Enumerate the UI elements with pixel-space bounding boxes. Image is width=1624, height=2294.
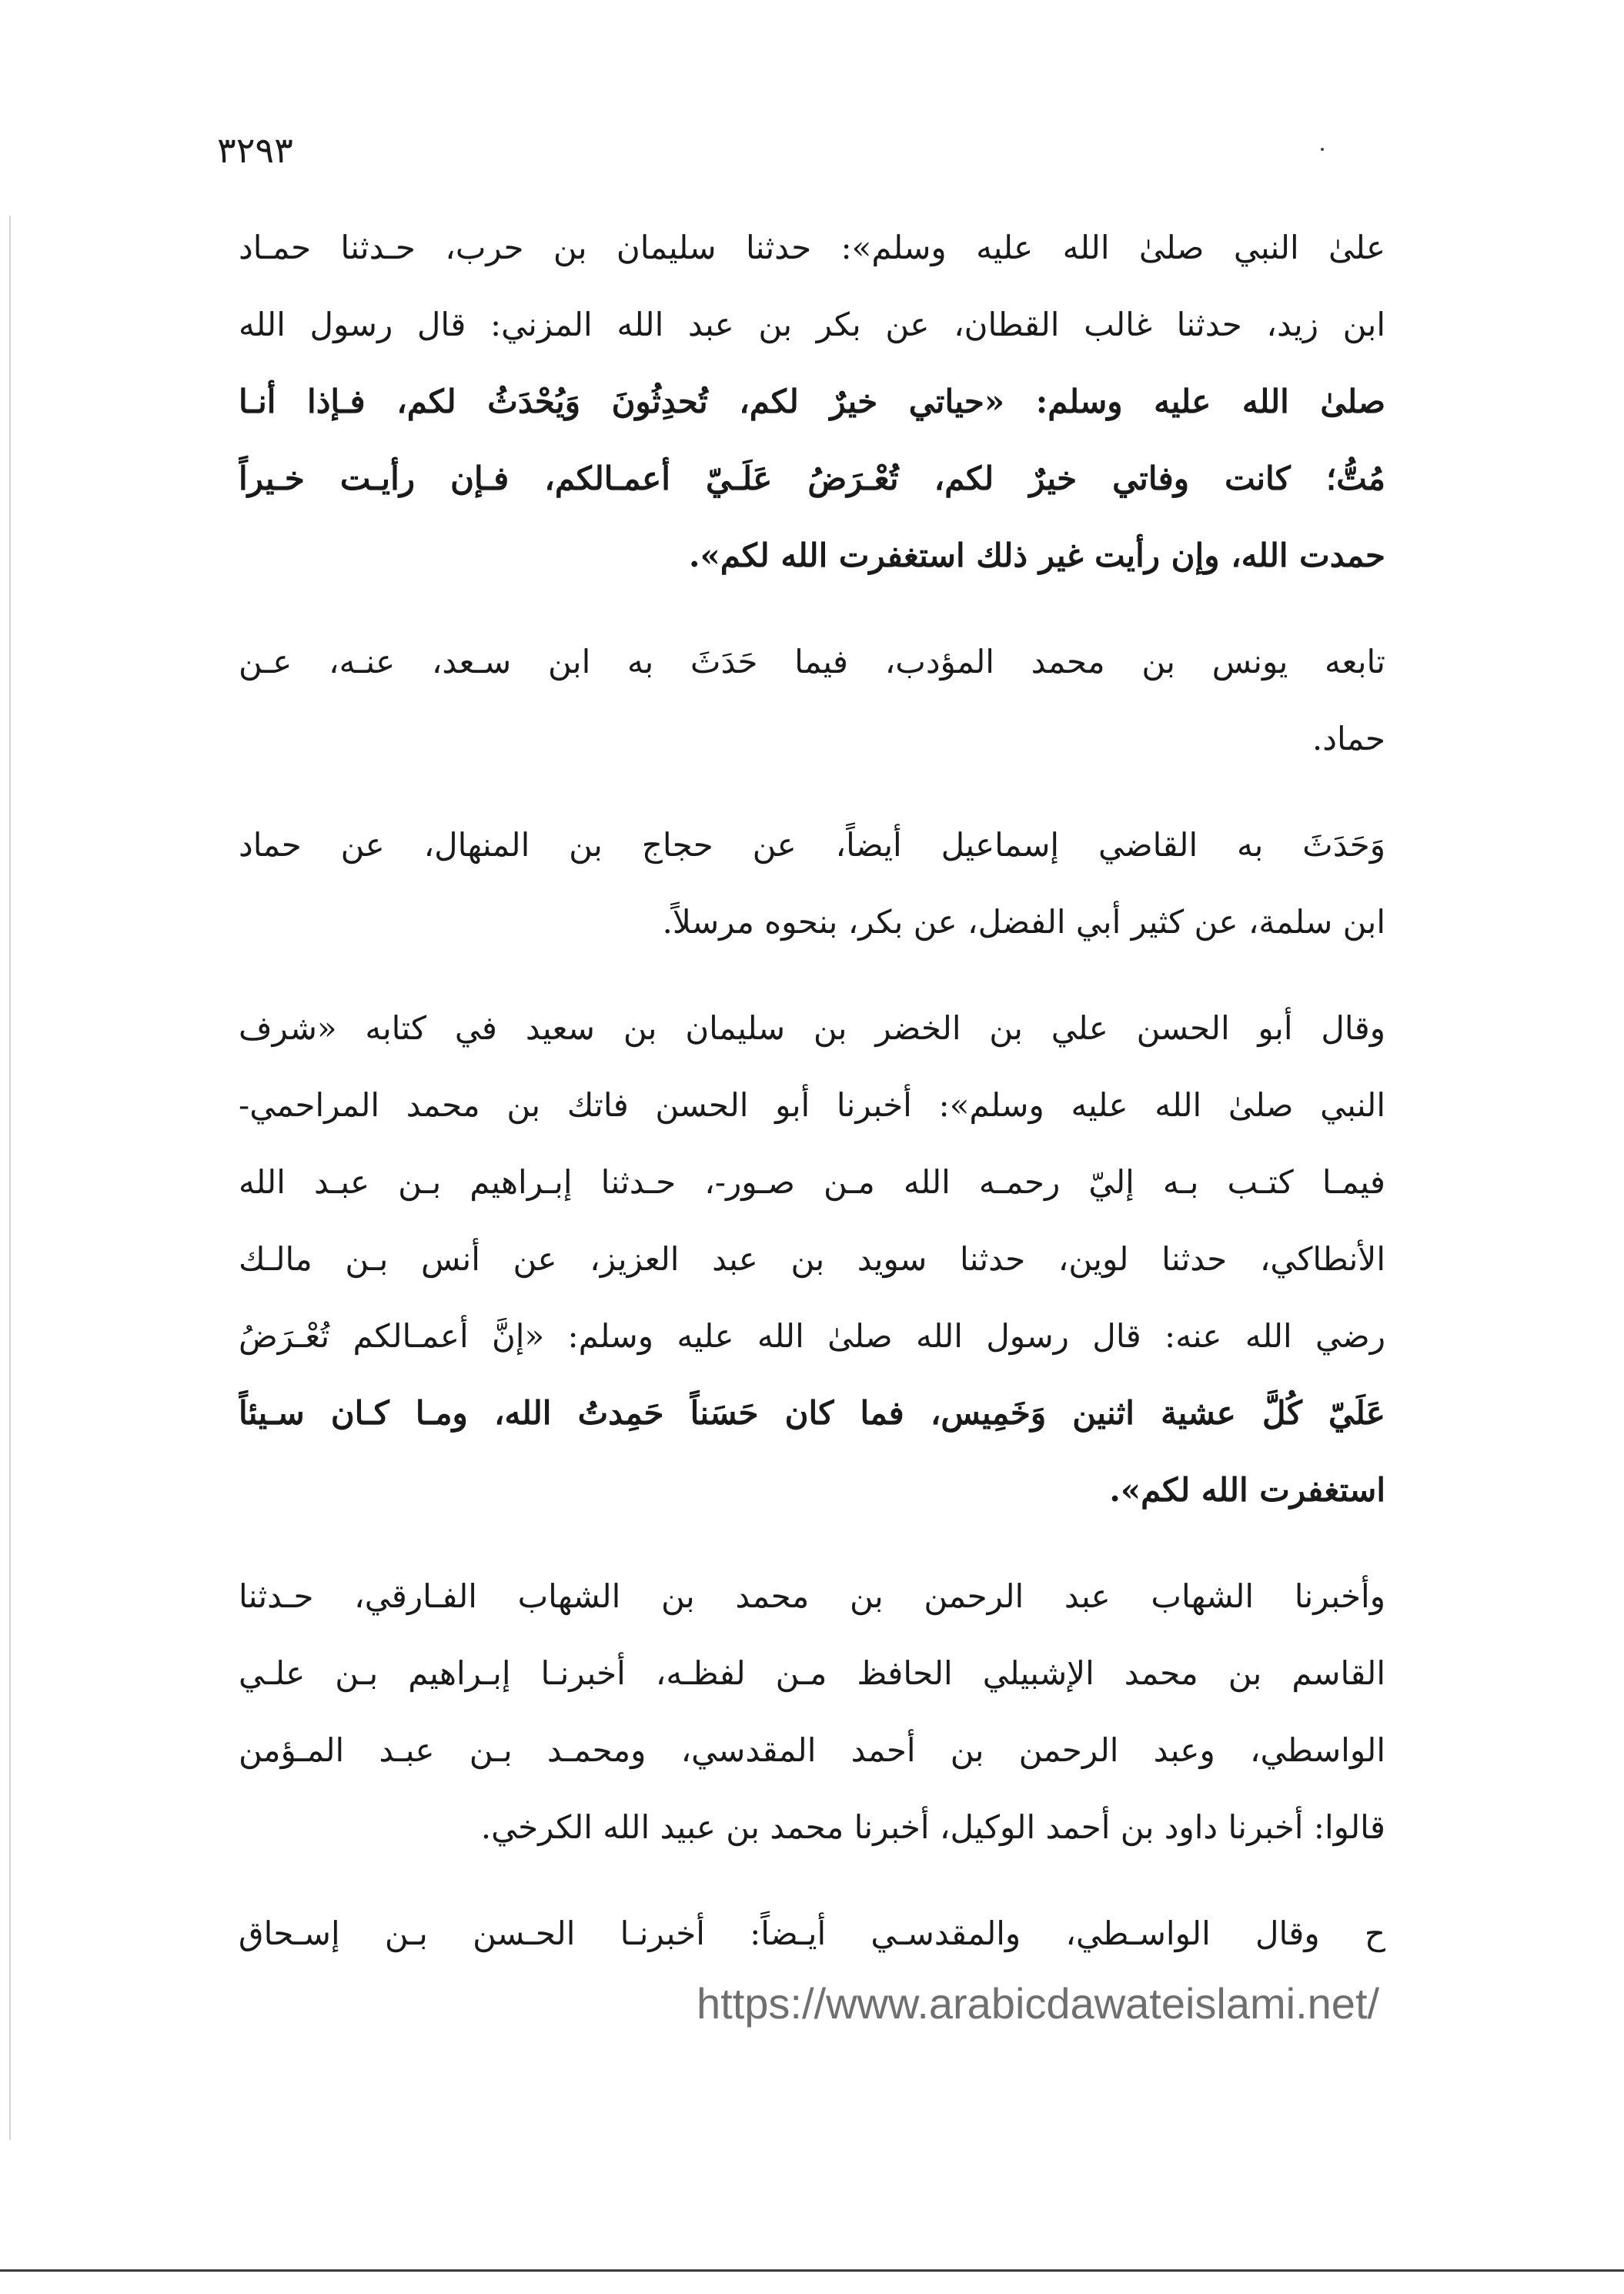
- paragraph: [239, 990, 1385, 1529]
- paragraph: [239, 1895, 1385, 1972]
- text-line: مُتُّ؛ كانت وفاتي خيرٌ لكم، تُعْـرَضُ عَلَـيّ أعمـالكم، فـإن رأيـت خـيراً: [239, 460, 1385, 497]
- text-line: القاسم بن محمد الإشبيلي الحافظ مـن لفظـه، أخبرنـا إبـراهيم بـن علـي: [239, 1654, 1385, 1692]
- text-line: وقال أبو الحسن علي بن الخضر بن سليمان بن سعيد في كتابه «شرف: [239, 1009, 1385, 1047]
- text-line: صلىٰ الله عليه وسلم: «حياتي خيرٌ لكم، تُحدِثُونَ وَيُحْدَثُ لكم، فـإذا أنـا: [239, 383, 1385, 420]
- text-line: ابن سلمة، عن كثير أبي الفضل، عن بكر، بنحوه مرسلاً.: [662, 903, 1385, 941]
- text-line: الواسطي، وعبد الرحمن بن أحمد المقدسي، ومحمـد بـن عبـد المـؤمن: [239, 1731, 1385, 1769]
- paragraph: [239, 807, 1385, 961]
- text-line: استغفرت الله لكم».: [1109, 1471, 1385, 1509]
- page-edge-line: [9, 216, 11, 2140]
- text-line: وَحَدَثَ به القاضي إسماعيل أيضاً، عن حجاج بن المنهال، عن حماد: [239, 826, 1385, 864]
- text-line: حماد.: [1312, 720, 1385, 757]
- paragraph: [239, 624, 1385, 777]
- text-line: فيمـا كتـب بـه إليّ رحمـه الله مـن صـور-، حـدثنا إبـراهيم بـن عبـد الله: [239, 1163, 1385, 1201]
- text-line: رضي الله عنه: قال رسول الله صلىٰ الله عليه وسلم: «إنَّ أعمـالكم تُعْـرَضُ: [239, 1317, 1385, 1355]
- paragraph: [239, 1558, 1385, 1866]
- bottom-rule: [0, 2269, 1624, 2272]
- text-line: قالوا: أخبرنا داود بن أحمد الوكيل، أخبرنا محمد بن عبيد الله الكرخي.: [480, 1808, 1385, 1846]
- scan-speck: [1321, 148, 1324, 151]
- text-line: حمدت الله، وإن رأيت غير ذلك استغفرت الله لكم».: [688, 537, 1385, 574]
- page-number: ٣٢٩٣: [217, 129, 293, 171]
- text-line: الأنطاكي، حدثنا لوين، حدثنا سويد بن عبد العزيز، عن أنس بـن مالـك: [239, 1240, 1385, 1278]
- text-body: [239, 209, 1385, 2001]
- text-line: عَلَيّ كُلَّ عشية اثنين وَخَمِيس، فما كان حَسَناً حَمِدتُ الله، ومـا كـان سـيئاً: [239, 1394, 1385, 1432]
- text-line: تابعه يونس بن محمد المؤدب، فيما حَدَثَ به ابن سـعد، عنـه، عـن: [239, 643, 1385, 681]
- text-line: ابن زيد، حدثنا غالب القطان، عن بكر بن عبد الله المزني: قال رسول الله: [239, 306, 1385, 343]
- paragraph: [239, 209, 1385, 594]
- text-line: علىٰ النبي صلىٰ الله عليه وسلم»: حدثنا سليمان بن حرب، حـدثنا حمـاد: [239, 229, 1385, 266]
- watermark-url: https://www.arabicdawateislami.net/: [697, 1979, 1380, 2028]
- text-line: ح وقال الواسـطي، والمقدسـي أيـضاً: أخبرنـا الحـسن بـن إسـحاق: [239, 1914, 1385, 1952]
- text-line: وأخبرنا الشهاب عبد الرحمن بن محمد بن الشهاب الفـارقي، حـدثنا: [239, 1577, 1385, 1615]
- text-line: النبي صلىٰ الله عليه وسلم»: أخبرنا أبو الحسن فاتك بن محمد المراحمي-: [239, 1086, 1385, 1124]
